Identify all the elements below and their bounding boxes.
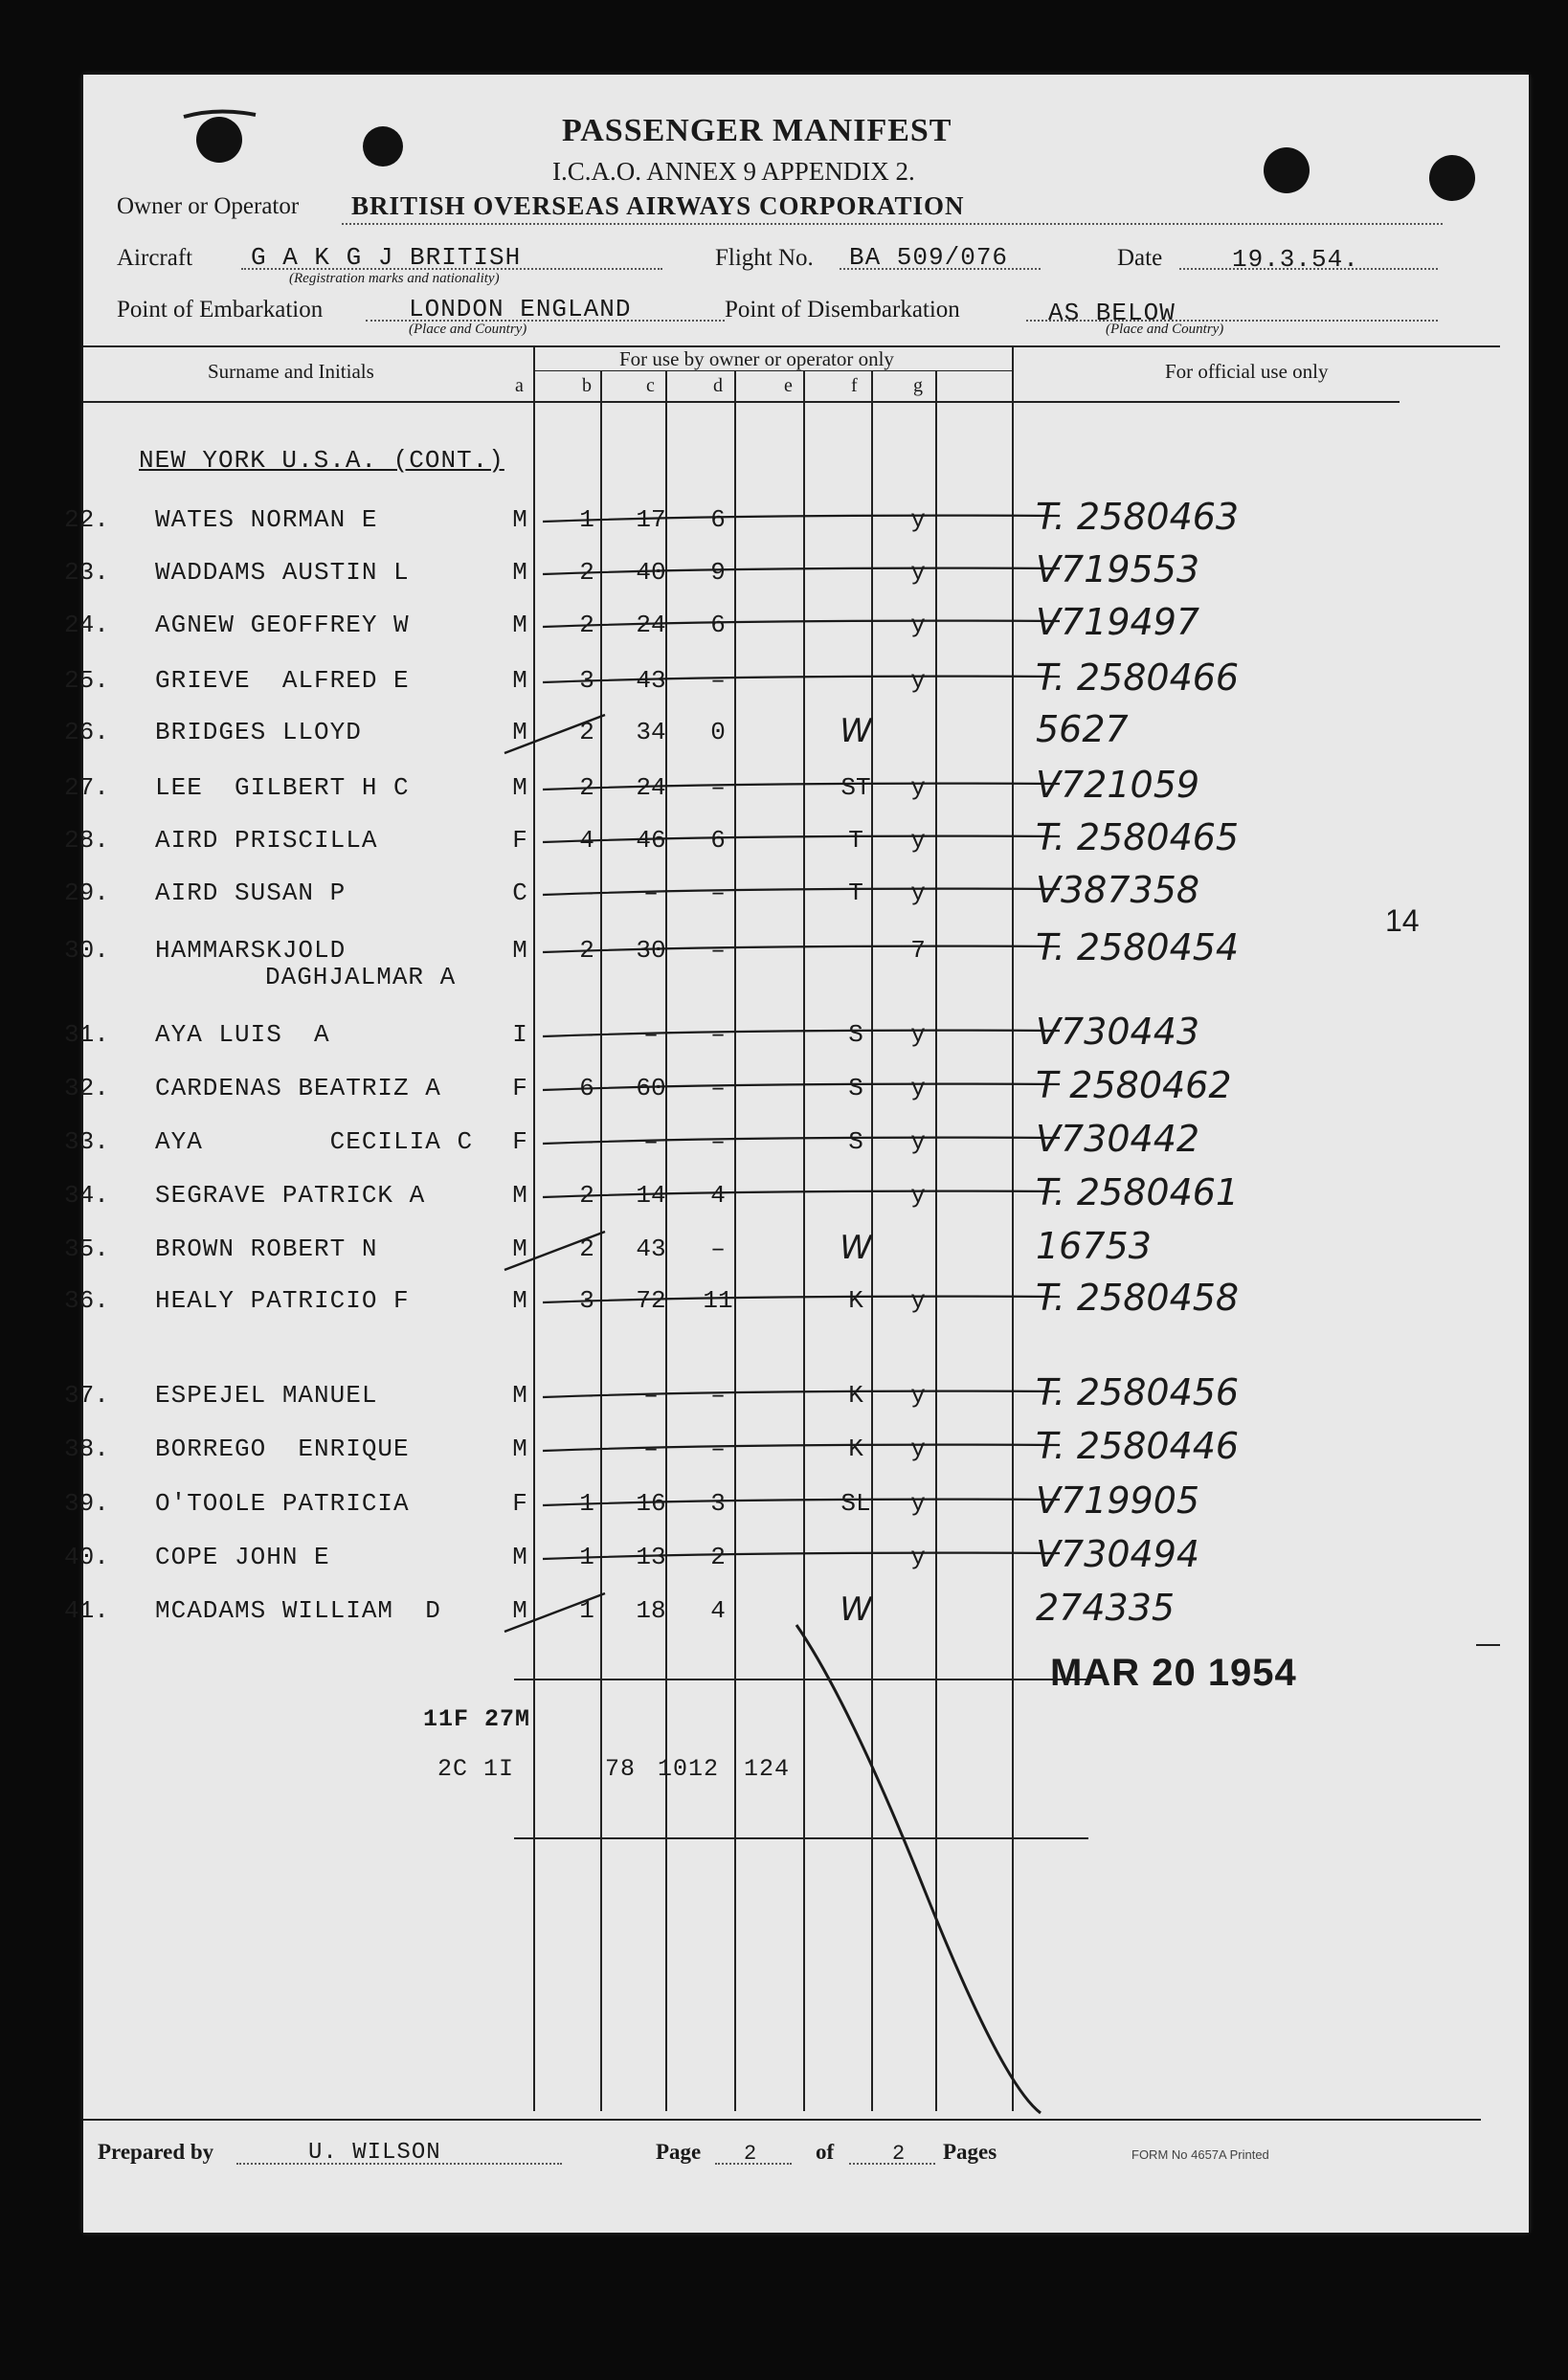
official-number: 5627 (1036, 708, 1129, 750)
cell-g: y (910, 505, 926, 534)
cell-a: M (512, 1596, 527, 1625)
cell-d: 6 (710, 826, 726, 855)
cell-c: – (643, 1127, 659, 1156)
row-number: 28. (64, 826, 109, 855)
cell-d: 2 (710, 1543, 726, 1571)
cell-d: – (710, 666, 726, 695)
cell-f: ST (840, 773, 871, 802)
passenger-name: BRIDGES LLOYD (155, 718, 362, 746)
page-subtitle: I.C.A.O. ANNEX 9 APPENDIX 2. (552, 157, 915, 186)
crossing-stroke (543, 946, 1060, 952)
cell-c: 30 (636, 936, 666, 965)
cell-b: 2 (579, 558, 594, 587)
passenger-name: BROWN ROBERT N (155, 1234, 378, 1263)
passenger-name: ESPEJEL MANUEL (155, 1381, 378, 1410)
cell-b: 3 (579, 1286, 594, 1315)
row-number: 32. (64, 1074, 109, 1102)
embark-note: (Place and Country) (409, 322, 527, 337)
cell-d: – (710, 773, 726, 802)
official-number: 274335 (1036, 1587, 1176, 1629)
aircraft-value: G A K G J BRITISH (251, 243, 522, 272)
row-number: 29. (64, 879, 109, 907)
passenger-name: WATES NORMAN E (155, 505, 378, 534)
cell-b: 1 (579, 1543, 594, 1571)
cell-b: 2 (579, 611, 594, 639)
official-number: T. 2580466 (1036, 656, 1240, 699)
cell-d: – (710, 936, 726, 965)
cell-d: 6 (710, 505, 726, 534)
official-number: T. 2580461 (1036, 1171, 1240, 1213)
punch-hole (363, 126, 403, 167)
date-value: 19.3.54. (1232, 245, 1359, 274)
cell-a: M (512, 558, 527, 587)
flight-dotline (840, 268, 1041, 270)
row-number: 39. (64, 1489, 109, 1518)
crossing-stroke (543, 1138, 1060, 1144)
owner-use-rule (533, 370, 1012, 371)
cell-a: M (512, 1381, 527, 1410)
passenger-name-line2: DAGHJALMAR A (265, 963, 457, 991)
official-number: V730443 (1036, 1011, 1200, 1053)
manifest-sheet (64, 75, 1529, 2233)
punch-hole (1264, 147, 1310, 193)
cell-b: 6 (579, 1074, 594, 1102)
row-number: 25. (64, 666, 109, 695)
row-number: 40. (64, 1543, 109, 1571)
cell-c: 43 (636, 666, 666, 695)
crossing-stroke (543, 621, 1060, 627)
cell-g: y (910, 826, 926, 855)
cell-a: F (512, 826, 527, 855)
embark-dotline (366, 320, 725, 322)
row-number: 35. (64, 1234, 109, 1263)
cell-c: 16 (636, 1489, 666, 1518)
crossing-stroke (543, 1084, 1060, 1090)
cell-c: 60 (636, 1074, 666, 1102)
cell-a: C (512, 879, 527, 907)
col-letter-f: f (851, 375, 858, 396)
crossing-stroke (543, 836, 1060, 842)
cell-b: 2 (579, 1234, 594, 1263)
cell-f: K (848, 1286, 863, 1315)
prepared-label: Prepared by (98, 2140, 214, 2164)
of-label: of (816, 2140, 835, 2164)
owner-dotline (342, 223, 1443, 225)
cell-g: y (910, 1435, 926, 1463)
cell-b: 1 (579, 1596, 594, 1625)
punch-hole (196, 117, 242, 163)
cell-g: y (910, 611, 926, 639)
embark-label: Point of Embarkation (117, 297, 324, 323)
crossing-stroke (543, 1553, 1060, 1559)
page-dotline (715, 2163, 792, 2165)
cell-g: y (910, 1074, 926, 1102)
cell-a: F (512, 1127, 527, 1156)
cell-c: – (643, 1435, 659, 1463)
cell-g: y (910, 666, 926, 695)
aircraft-label: Aircraft (117, 245, 193, 271)
cell-g: 7 (910, 936, 926, 965)
row-number: 23. (64, 558, 109, 587)
official-number: 16753 (1036, 1225, 1152, 1267)
totals-line1: 11F 27M (423, 1705, 531, 1733)
cell-b: 1 (579, 505, 594, 534)
cell-c: 46 (636, 826, 666, 855)
passenger-name: SEGRAVE PATRICK A (155, 1181, 426, 1210)
cell-b: 3 (579, 666, 594, 695)
of-value: 2 (892, 2142, 907, 2166)
form-number: FORM No 4657A Printed (1131, 2147, 1269, 2162)
row-number: 24. (64, 611, 109, 639)
cell-d: – (710, 1074, 726, 1102)
crossing-stroke (543, 1391, 1060, 1397)
cell-g: y (910, 1286, 926, 1315)
row-number: 30. (64, 936, 109, 965)
col-header-surname: Surname and Initials (208, 360, 374, 383)
cell-b: – (579, 1020, 594, 1049)
passenger-name: O'TOOLE PATRICIA (155, 1489, 410, 1518)
passenger-name: HEALY PATRICIO F (155, 1286, 410, 1315)
passenger-name: HAMMARSKJOLD (155, 936, 347, 965)
cell-g: y (910, 1181, 926, 1210)
disembark-note: (Place and Country) (1106, 322, 1224, 337)
row-number: 36. (64, 1286, 109, 1315)
cell-b: 2 (579, 936, 594, 965)
cell-c: 40 (636, 558, 666, 587)
totals-top-rule (514, 1679, 1088, 1680)
passenger-name: AGNEW GEOFFREY W (155, 611, 410, 639)
cell-a: M (512, 1435, 527, 1463)
crossing-stroke (543, 889, 1060, 895)
cell-f: K (848, 1435, 863, 1463)
cell-b: – (579, 1381, 594, 1410)
date-dotline (1179, 268, 1438, 270)
cell-d: – (710, 1435, 726, 1463)
official-number: T. 2580463 (1036, 496, 1240, 538)
row-number: 27. (64, 773, 109, 802)
passenger-name: COPE JOHN E (155, 1543, 330, 1571)
cell-g: y (910, 1543, 926, 1571)
disembark-label: Point of Disembarkation (725, 297, 960, 323)
column-rule (803, 370, 805, 2111)
cell-a: M (512, 1286, 527, 1315)
cell-g: y (910, 1381, 926, 1410)
official-number: T. 2580458 (1036, 1277, 1240, 1319)
totals-line2-b: 78 (605, 1755, 637, 1783)
cell-a: I (512, 1020, 527, 1049)
official-number: T. 2580465 (1036, 816, 1240, 858)
official-number: V721059 (1036, 764, 1200, 806)
cell-d: 0 (710, 718, 726, 746)
cell-c: 14 (636, 1181, 666, 1210)
official-number: V719497 (1036, 601, 1200, 643)
cell-d: 3 (710, 1489, 726, 1518)
passenger-name: LEE GILBERT H C (155, 773, 410, 802)
crossing-stroke (543, 1031, 1060, 1036)
totals-bottom-rule (514, 1837, 1088, 1839)
punch-hole (1429, 155, 1475, 201)
crossing-stroke (543, 1191, 1060, 1197)
cell-b: 1 (579, 1489, 594, 1518)
date-label: Date (1117, 245, 1163, 271)
cell-b: – (579, 1127, 594, 1156)
prepared-value: U. WILSON (308, 2140, 441, 2166)
totals-line2-a: 2C 1I (437, 1755, 515, 1783)
page-value: 2 (744, 2142, 758, 2166)
section-heading: NEW YORK U.S.A. (CONT.) (139, 446, 504, 475)
cell-c: 24 (636, 611, 666, 639)
cell-a: M (512, 936, 527, 965)
crossing-stroke (543, 1500, 1060, 1505)
owner-label: Owner or Operator (117, 193, 300, 219)
row-number: 31. (64, 1020, 109, 1049)
cell-g: y (910, 879, 926, 907)
row-number: 41. (64, 1596, 109, 1625)
official-number: T. 2580454 (1036, 926, 1240, 968)
cell-a: M (512, 1543, 527, 1571)
cell-c: – (643, 1381, 659, 1410)
passenger-name: CARDENAS BEATRIZ A (155, 1074, 441, 1102)
cell-f: W (840, 712, 872, 750)
crossing-stroke (543, 516, 1060, 522)
official-number: V730494 (1036, 1533, 1200, 1575)
official-number: T. 2580456 (1036, 1371, 1240, 1413)
cell-c: 34 (636, 718, 666, 746)
cell-b: 2 (579, 773, 594, 802)
cell-d: – (710, 1020, 726, 1049)
cell-b: 4 (579, 826, 594, 855)
cell-f: S (848, 1127, 863, 1156)
col-letter-e: e (784, 375, 793, 396)
crossing-stroke (543, 1445, 1060, 1451)
cell-b: 2 (579, 718, 594, 746)
official-number: V730442 (1036, 1118, 1200, 1160)
passenger-name: BORREGO ENRIQUE (155, 1435, 410, 1463)
cell-c: – (643, 1020, 659, 1049)
col-letter-g: g (913, 375, 923, 396)
page-title: PASSENGER MANIFEST (562, 113, 952, 148)
row-number: 33. (64, 1127, 109, 1156)
cell-d: 9 (710, 558, 726, 587)
col-header-bottom-rule (83, 401, 1400, 403)
cell-c: 72 (636, 1286, 666, 1315)
owner-value: BRITISH OVERSEAS AIRWAYS CORPORATION (351, 191, 965, 220)
official-number: V387358 (1036, 869, 1200, 911)
passenger-name: GRIEVE ALFRED E (155, 666, 410, 695)
cell-d: – (710, 1234, 726, 1263)
cell-b: – (579, 879, 594, 907)
footer-rule (83, 2119, 1481, 2121)
cell-c: 43 (636, 1234, 666, 1263)
cell-d: – (710, 1127, 726, 1156)
passenger-name: MCADAMS WILLIAM D (155, 1596, 441, 1625)
col-header-owner-use: For use by owner or operator only (619, 347, 894, 370)
cell-g: y (910, 1127, 926, 1156)
cell-b: – (579, 1435, 594, 1463)
disembark-value: AS BELOW (1048, 299, 1176, 327)
cell-f: SL (840, 1489, 871, 1518)
cell-g: y (910, 1020, 926, 1049)
cell-a: M (512, 505, 527, 534)
cell-a: M (512, 773, 527, 802)
column-rule (1012, 345, 1014, 2111)
cell-c: 13 (636, 1543, 666, 1571)
crossing-stroke (543, 568, 1060, 574)
row-number: 34. (64, 1181, 109, 1210)
passenger-name: AIRD SUSAN P (155, 879, 347, 907)
cell-f: W (840, 1590, 872, 1629)
aircraft-note: (Registration marks and nationality) (289, 271, 500, 286)
crossing-stroke (543, 1297, 1060, 1302)
diagonal-cancel-stroke (796, 1625, 1041, 2113)
passenger-name: AYA CECILIA C (155, 1127, 474, 1156)
cell-f: T (848, 826, 863, 855)
cell-a: M (512, 1234, 527, 1263)
cell-f: K (848, 1381, 863, 1410)
row-number: 37. (64, 1381, 109, 1410)
totals-line2-c: 1012 (658, 1755, 720, 1783)
row-number: 26. (64, 718, 109, 746)
official-number: T. 2580446 (1036, 1425, 1240, 1467)
row-number: 22. (64, 505, 109, 534)
cell-a: F (512, 1489, 527, 1518)
cell-d: – (710, 879, 726, 907)
edge-mark (1476, 345, 1500, 347)
cell-d: 6 (710, 611, 726, 639)
cell-g: y (910, 558, 926, 587)
cell-c: – (643, 879, 659, 907)
cell-f: T (848, 879, 863, 907)
cell-f: S (848, 1020, 863, 1049)
col-letter-b: b (582, 375, 592, 396)
date-stamp: MAR 20 1954 (1050, 1652, 1297, 1694)
flight-label: Flight No. (715, 245, 814, 271)
cell-b: 2 (579, 1181, 594, 1210)
flight-value: BA 509/076 (849, 243, 1009, 272)
col-letter-a: a (515, 375, 524, 396)
cell-c: 18 (636, 1596, 666, 1625)
official-number: T 2580462 (1036, 1064, 1232, 1106)
cell-g: y (910, 1489, 926, 1518)
pages-label: Pages (943, 2140, 997, 2164)
official-number: V719905 (1036, 1479, 1200, 1522)
embark-value: LONDON ENGLAND (409, 295, 632, 323)
crossing-stroke (543, 677, 1060, 682)
cell-f: W (840, 1229, 872, 1267)
passenger-name: WADDAMS AUSTIN L (155, 558, 410, 587)
cell-a: M (512, 718, 527, 746)
cell-g: y (910, 773, 926, 802)
passenger-name: AIRD PRISCILLA (155, 826, 378, 855)
cell-d: 11 (703, 1286, 733, 1315)
cell-c: 17 (636, 505, 666, 534)
cell-d: 4 (710, 1596, 726, 1625)
prepared-dotline (236, 2163, 562, 2165)
page-label: Page (656, 2140, 702, 2164)
cell-d: – (710, 1381, 726, 1410)
official-number: V719553 (1036, 548, 1200, 590)
disembark-dotline (1026, 320, 1438, 322)
aircraft-dotline (241, 268, 662, 270)
passenger-name: AYA LUIS A (155, 1020, 330, 1049)
cell-a: F (512, 1074, 527, 1102)
col-header-official-use: For official use only (1165, 360, 1329, 383)
totals-line2-d: 124 (744, 1755, 791, 1783)
crossing-stroke (543, 784, 1060, 790)
edge-mark (1476, 1644, 1500, 1646)
cell-a: M (512, 666, 527, 695)
cell-d: 4 (710, 1181, 726, 1210)
cell-a: M (512, 1181, 527, 1210)
side-note: 14 (1385, 903, 1420, 938)
cell-a: M (512, 611, 527, 639)
col-letter-c: c (646, 375, 655, 396)
cell-f: S (848, 1074, 863, 1102)
row-number: 38. (64, 1435, 109, 1463)
of-dotline (849, 2163, 935, 2165)
cell-c: 24 (636, 773, 666, 802)
col-letter-d: d (713, 375, 723, 396)
